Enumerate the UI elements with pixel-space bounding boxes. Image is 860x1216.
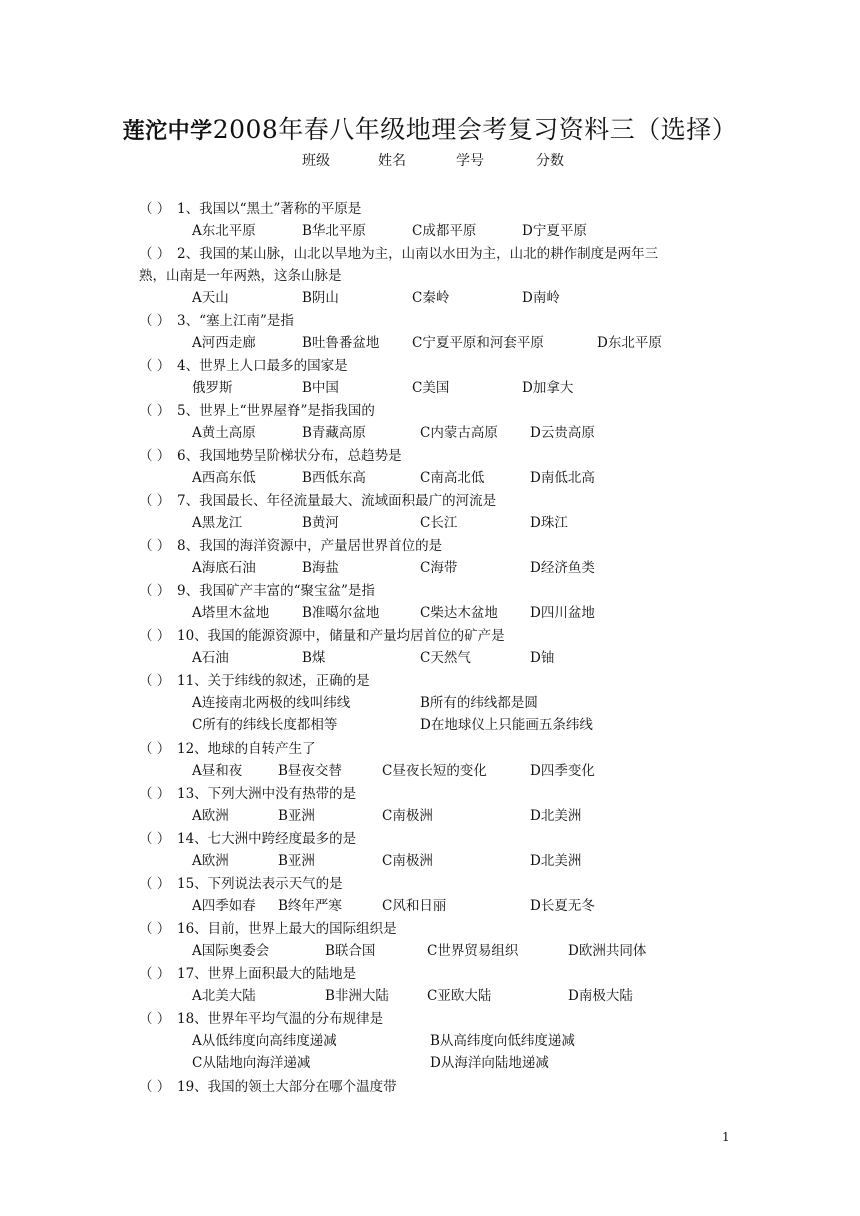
- question-text: 10、我国的能源资源中，储量和产量均居首位的矿产是: [177, 628, 505, 644]
- school-name: 莲沱中学: [122, 119, 213, 144]
- option-a: A石油: [192, 650, 229, 666]
- question-8: [139, 534, 442, 554]
- option-a: A连接南北两极的线叫纬线: [192, 695, 351, 711]
- question-14: [139, 827, 356, 847]
- option-c: C从陆地向海洋递减: [192, 1055, 311, 1071]
- answer-blank[interactable]: （ ）: [139, 1079, 171, 1095]
- option-d: D长夏无冬: [530, 898, 595, 914]
- name-field: 姓名: [378, 153, 406, 169]
- question-text: 14、七大洲中跨经度最多的是: [177, 831, 357, 847]
- answer-blank[interactable]: （ ）: [139, 538, 171, 554]
- option-d: D北美洲: [530, 853, 582, 869]
- student-info-line: [302, 150, 606, 170]
- option-a: A天山: [192, 290, 229, 306]
- option-d: D欧洲共同体: [568, 943, 647, 959]
- question-text: 4、世界上人口最多的国家是: [177, 358, 348, 374]
- option-c: C天然气: [420, 650, 471, 666]
- option-a: A四季如春: [192, 898, 256, 914]
- answer-blank[interactable]: （ ）: [139, 831, 171, 847]
- option-c: C海带: [420, 560, 458, 576]
- question-1: [139, 197, 361, 217]
- question-10: [139, 624, 505, 644]
- option-a: A河西走廊: [192, 335, 256, 351]
- option-c: C南极洲: [382, 808, 433, 824]
- question-text: 9、我国矿产丰富的“聚宝盆”是指: [177, 583, 375, 599]
- option-a: A昼和夜: [192, 763, 243, 779]
- question-text: 17、世界上面积最大的陆地是: [177, 966, 357, 982]
- question-text: 11、关于纬线的叙述，正确的是: [177, 673, 370, 689]
- question-text: 6、我国地势呈阶梯状分布，总趋势是: [177, 448, 402, 464]
- option-b: B联合国: [325, 943, 376, 959]
- answer-blank[interactable]: （ ）: [139, 403, 171, 419]
- option-a: A北美大陆: [192, 988, 256, 1004]
- option-d: D南岭: [522, 290, 560, 306]
- option-b: B昼夜交替: [278, 763, 342, 779]
- option-b: B黄河: [302, 515, 339, 531]
- option-c: C秦岭: [412, 290, 450, 306]
- class-field: 班级: [302, 153, 330, 169]
- page-title: [0, 110, 860, 146]
- question-12: [139, 737, 316, 757]
- answer-blank[interactable]: （ ）: [139, 741, 171, 757]
- question-17: [139, 962, 356, 982]
- option-d: D云贵高原: [530, 425, 595, 441]
- option-d: D南低北高: [530, 470, 595, 486]
- option-b: B从高纬度向低纬度递减: [430, 1033, 575, 1049]
- question-text: 7、我国最长、年径流量最大、流域面积最广的河流是: [177, 493, 497, 509]
- question-text-continued: 熟，山南是一年两熟，这条山脉是: [139, 268, 342, 284]
- option-d: D从海洋向陆地递减: [430, 1055, 549, 1071]
- option-b: B阴山: [302, 290, 339, 306]
- option-a: A黑龙江: [192, 515, 243, 531]
- answer-blank[interactable]: （ ）: [139, 246, 171, 262]
- answer-blank[interactable]: （ ）: [139, 966, 171, 982]
- option-d: D南极大陆: [568, 988, 633, 1004]
- answer-blank[interactable]: （ ）: [139, 1011, 171, 1027]
- option-c: C风和日丽: [382, 898, 447, 914]
- option-b: B西低东高: [302, 470, 366, 486]
- option-a: A塔里木盆地: [192, 605, 270, 621]
- question-text: 15、下列说法表示天气的是: [177, 876, 343, 892]
- question-text: 13、下列大洲中没有热带的是: [177, 786, 357, 802]
- answer-blank[interactable]: （ ）: [139, 583, 171, 599]
- option-a: A西高东低: [192, 470, 256, 486]
- option-d: D经济鱼类: [530, 560, 595, 576]
- option-d: D东北平原: [597, 335, 662, 351]
- option-c: C内蒙古高原: [420, 425, 498, 441]
- question-text: 19、我国的领土大部分在哪个温度带: [177, 1079, 397, 1095]
- option-a: A东北平原: [192, 223, 256, 239]
- option-a: A国际奥委会: [192, 943, 270, 959]
- option-d: D加拿大: [522, 380, 574, 396]
- question-6: [139, 444, 402, 464]
- option-d: D北美洲: [530, 808, 582, 824]
- option-b: B华北平原: [302, 223, 366, 239]
- answer-blank[interactable]: （ ）: [139, 921, 171, 937]
- answer-blank[interactable]: （ ）: [139, 786, 171, 802]
- option-a: A从低纬度向高纬度递减: [192, 1033, 337, 1049]
- option-d: D珠江: [530, 515, 568, 531]
- answer-blank[interactable]: （ ）: [139, 876, 171, 892]
- option-a: A黄土高原: [192, 425, 256, 441]
- option-c: C美国: [412, 380, 450, 396]
- option-b: B吐鲁番盆地: [302, 335, 380, 351]
- answer-blank[interactable]: （ ）: [139, 673, 171, 689]
- option-b: B准噶尔盆地: [302, 605, 380, 621]
- question-2: [139, 242, 658, 262]
- answer-blank[interactable]: （ ）: [139, 628, 171, 644]
- question-13: [139, 782, 356, 802]
- question-5: [139, 399, 375, 419]
- option-c: C所有的纬线长度都相等: [192, 717, 338, 733]
- answer-blank[interactable]: （ ）: [139, 448, 171, 464]
- answer-blank[interactable]: （ ）: [139, 493, 171, 509]
- score-field: 分数: [536, 153, 564, 169]
- option-a: A欧洲: [192, 853, 229, 869]
- question-19: [139, 1075, 397, 1095]
- question-text: 2、我国的某山脉，山北以旱地为主，山南以水田为主，山北的耕作制度是两年三: [177, 246, 659, 262]
- question-text: 18、世界年平均气温的分布规律是: [177, 1011, 384, 1027]
- option-a: A欧洲: [192, 808, 229, 824]
- option-b: B海盐: [302, 560, 339, 576]
- option-d: D四川盆地: [530, 605, 595, 621]
- option-b: B终年严寒: [278, 898, 342, 914]
- option-a: A海底石油: [192, 560, 256, 576]
- option-d: D四季变化: [530, 763, 595, 779]
- question-text: 16、目前，世界上最大的国际组织是: [177, 921, 397, 937]
- option-c: C成都平原: [412, 223, 477, 239]
- option-b: B煤: [302, 650, 326, 666]
- question-3: [139, 309, 294, 329]
- option-b: B青藏高原: [302, 425, 366, 441]
- option-c: C柴达木盆地: [420, 605, 498, 621]
- question-7: [139, 489, 496, 509]
- option-b: B非洲大陆: [325, 988, 389, 1004]
- option-c: C宁夏平原和河套平原: [412, 335, 544, 351]
- question-11: [139, 669, 370, 689]
- option-c: C南极洲: [382, 853, 433, 869]
- student-id-field: 学号: [456, 153, 484, 169]
- question-16: [139, 917, 397, 937]
- option-b: B亚洲: [278, 853, 315, 869]
- option-c: C亚欧大陆: [427, 988, 492, 1004]
- answer-blank[interactable]: （ ）: [139, 358, 171, 374]
- question-18: [139, 1007, 383, 1027]
- question-15: [139, 872, 343, 892]
- question-text: 12、地球的自转产生了: [177, 741, 316, 757]
- option-b: B亚洲: [278, 808, 315, 824]
- option-d: D宁夏平原: [522, 223, 587, 239]
- question-text: 5、世界上“世界屋脊”是指我国的: [177, 403, 375, 419]
- option-c: C世界贸易组织: [427, 943, 519, 959]
- option-a: 俄罗斯: [192, 380, 233, 396]
- option-d: D铀: [530, 650, 555, 666]
- question-text: 8、我国的海洋资源中，产量居世界首位的是: [177, 538, 443, 554]
- option-c: C南高北低: [420, 470, 485, 486]
- page-number: 1: [722, 1130, 730, 1144]
- question-text: 1、我国以“黑土”著称的平原是: [177, 201, 362, 217]
- option-c: C长江: [420, 515, 458, 531]
- question-9: [139, 579, 375, 599]
- option-d: D在地球仪上只能画五条纬线: [420, 717, 593, 733]
- option-b: B中国: [302, 380, 339, 396]
- question-text: 3、“塞上江南”是指: [177, 313, 294, 329]
- question-4: [139, 354, 348, 374]
- option-c: C昼夜长短的变化: [382, 763, 487, 779]
- answer-blank[interactable]: （ ）: [139, 313, 171, 329]
- answer-blank[interactable]: （ ）: [139, 201, 171, 217]
- title-text: 2008年春八年级地理会考复习资料三（选择）: [212, 115, 738, 144]
- option-b: B所有的纬线都是圆: [420, 695, 538, 711]
